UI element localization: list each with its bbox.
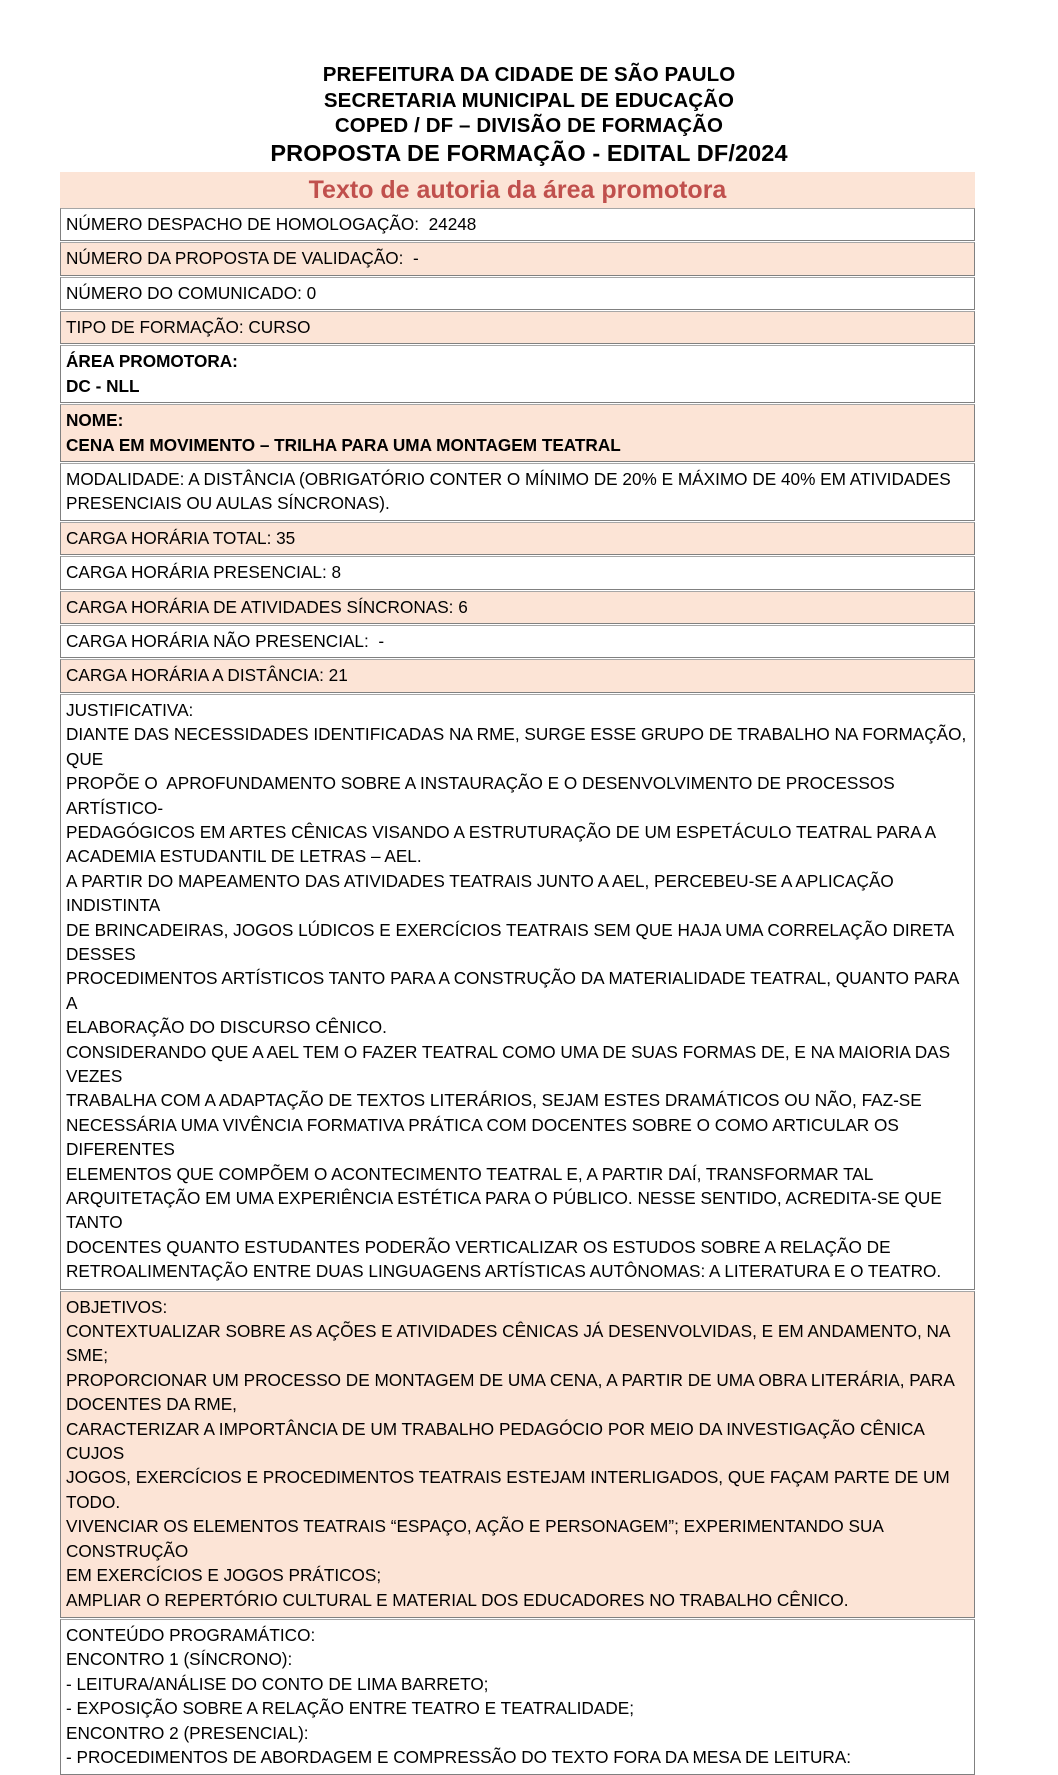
row-carga-horaria-total [60, 522, 975, 555]
justificativa-line: PROPÕE O APROFUNDAMENTO SOBRE A INSTAURAÇÃO E O DESENVOLVIMENTO DE PROCESSOS ARTÍSTICO- [66, 773, 899, 818]
nome-value: CENA EM MOVIMENTO – TRILHA PARA UMA MONTAGEM TEATRAL [66, 434, 621, 455]
justificativa-line: ARQUITETAÇÃO EM UMA EXPERIÊNCIA ESTÉTICA PARA O PÚBLICO. NESSE SENTIDO, ACREDITA-SE QUE TANTO [66, 1188, 947, 1233]
nome-label: NOME: [66, 410, 124, 431]
justificativa-body [66, 722, 972, 1283]
banner-texto-autoria [60, 172, 975, 208]
justificativa-line: NECESSÁRIA UMA VIVÊNCIA FORMATIVA PRÁTICA COM DOCENTES SOBRE O COMO ARTICULAR OS DIFERENTES [66, 1114, 904, 1160]
area-promotora-label: ÁREA PROMOTORA: [66, 351, 238, 372]
tipo-formacao-text: TIPO DE FORMAÇÃO: CURSO [66, 317, 311, 337]
row-area-promotora [60, 345, 975, 403]
objetivos-line: DOCENTES DA RME, [66, 1394, 237, 1415]
objetivos-line: CARACTERIZAR A IMPORTÂNCIA DE UM TRABALHO PEDAGÓCIO POR MEIO DA INVESTIGAÇÃO CÊNICA CUJOS [66, 1418, 929, 1464]
modalidade-line-2: PRESENCIAIS OU AULAS SÍNCRONAS). [66, 493, 390, 514]
carga-horaria-nao-presencial-text: CARGA HORÁRIA NÃO PRESENCIAL: - [66, 631, 385, 652]
proposta-form-table [60, 208, 975, 1775]
justificativa-line: PROCEDIMENTOS ARTÍSTICOS TANTO PARA A CONSTRUÇÃO DA MATERIALIDADE TEATRAL, QUANTO PARA A [66, 968, 963, 1013]
document-header [0, 0, 1058, 168]
conteudo-line: ENCONTRO 2 (PRESENCIAL): [66, 1722, 309, 1743]
justificativa-line: ELEMENTOS QUE COMPÕEM O ACONTECIMENTO TEATRAL E, A PARTIR DAÍ, TRANSFORMAR TAL [66, 1163, 874, 1184]
area-promotora-value: DC - NLL [66, 375, 140, 396]
numero-despacho-text: NÚMERO DESPACHO DE HOMOLOGAÇÃO: 24248 [66, 213, 477, 234]
carga-horaria-sincronas-text: CARGA HORÁRIA DE ATIVIDADES SÍNCRONAS: 6 [66, 596, 468, 617]
conteudo-line: - LEITURA/ANÁLISE DO CONTO DE LIMA BARRETO; [66, 1673, 489, 1694]
justificativa-line: ELABORAÇÃO DO DISCURSO CÊNICO. [66, 1017, 387, 1038]
row-tipo-formacao [60, 311, 975, 344]
header-line-coped: COPED / DF – DIVISÃO DE FORMAÇÃO [334, 114, 724, 138]
row-carga-horaria-nao-presencial [60, 625, 975, 658]
carga-horaria-presencial-text: CARGA HORÁRIA PRESENCIAL: 8 [66, 562, 342, 583]
objetivos-line: AMPLIAR O REPERTÓRIO CULTURAL E MATERIAL DOS EDUCADORES NO TRABALHO CÊNICO. [66, 1589, 849, 1610]
conteudo-programatico-label: CONTEÚDO PROGRAMÁTICO: [66, 1624, 316, 1645]
justificativa-line: DOCENTES QUANTO ESTUDANTES PODERÃO VERTICALIZAR OS ESTUDOS SOBRE A RELAÇÃO DE [66, 1236, 891, 1257]
header-line-prefeitura: PREFEITURA DA CIDADE DE SÃO PAULO [322, 63, 736, 86]
carga-horaria-total-text: CARGA HORÁRIA TOTAL: 35 [66, 527, 296, 548]
header-line-secretaria: SECRETARIA MUNICIPAL DE EDUCAÇÃO [323, 88, 735, 112]
row-justificativa [60, 694, 975, 1290]
justificativa-line: DE BRINCADEIRAS, JOGOS LÚDICOS E EXERCÍCIOS TEATRAIS SEM QUE HAJA UMA CORRELAÇÃO DIRETA DESSES [66, 919, 959, 964]
row-numero-proposta-validacao [60, 242, 975, 275]
row-conteudo-programatico [60, 1619, 975, 1775]
objetivos-line: PROPORCIONAR UM PROCESSO DE MONTAGEM DE UMA CENA, A PARTIR DE UMA OBRA LITERÁRIA, PARA [66, 1369, 955, 1390]
row-numero-comunicado [60, 277, 975, 310]
justificativa-line: DIANTE DAS NECESSIDADES IDENTIFICADAS NA RME, SURGE ESSE GRUPO DE TRABALHO NA FORMAÇÃO, QUE [66, 724, 972, 769]
conteudo-line: - PROCEDIMENTOS DE ABORDAGEM E COMPRESSÃO DO TEXTO FORA DA MESA DE LEITURA: [66, 1746, 852, 1767]
numero-proposta-validacao-text: NÚMERO DA PROPOSTA DE VALIDAÇÃO: - [66, 248, 419, 269]
objetivos-line: CONTEXTUALIZAR SOBRE AS AÇÕES E ATIVIDADES CÊNICAS JÁ DESENVOLVIDAS, E EM ANDAMENTO, NA SME; [66, 1321, 955, 1366]
justificativa-line: RETROALIMENTAÇÃO ENTRE DUAS LINGUAGENS ARTÍSTICAS AUTÔNOMAS: A LITERATURA E O TEATRO. [66, 1261, 942, 1282]
justificativa-line: ACADEMIA ESTUDANTIL DE LETRAS – AEL. [66, 846, 422, 867]
objetivos-line: EM EXERCÍCIOS E JOGOS PRÁTICOS; [66, 1565, 382, 1586]
justificativa-line: A PARTIR DO MAPEAMENTO DAS ATIVIDADES TEATRAIS JUNTO A AEL, PERCEBEU-SE A APLICAÇÃO INDISTINTA [66, 870, 899, 916]
numero-comunicado-text: NÚMERO DO COMUNICADO: 0 [66, 282, 317, 303]
conteudo-line: ENCONTRO 1 (SÍNCRONO): [66, 1649, 293, 1670]
justificativa-line: PEDAGÓGICOS EM ARTES CÊNICAS VISANDO A ESTRUTURAÇÃO DE UM ESPETÁCULO TEATRAL PARA A [66, 821, 937, 842]
justificativa-line: CONSIDERANDO QUE A AEL TEM O FAZER TEATRAL COMO UMA DE SUAS FORMAS DE, E NA MAIORIA DAS VEZES [66, 1041, 955, 1086]
objetivos-body [66, 1319, 969, 1612]
row-numero-despacho [60, 208, 975, 241]
carga-horaria-distancia-text: CARGA HORÁRIA A DISTÂNCIA: 21 [66, 665, 348, 686]
objetivos-line: JOGOS, EXERCÍCIOS E PROCEDIMENTOS TEATRAIS ESTEJAM INTERLIGADOS, QUE FAÇAM PARTE DE UM TODO. [66, 1467, 955, 1512]
header-line-proposta: PROPOSTA DE FORMAÇÃO - EDITAL DF/2024 [270, 139, 788, 166]
row-nome [60, 404, 975, 462]
banner-title: Texto de autoria da área promotora [308, 175, 727, 204]
conteudo-programatico-body [66, 1647, 969, 1769]
conteudo-line: - EXPOSIÇÃO SOBRE A RELAÇÃO ENTRE TEATRO E TEATRALIDADE; [66, 1698, 634, 1719]
row-carga-horaria-sincronas [60, 591, 975, 624]
objetivos-label: OBJETIVOS: [66, 1296, 168, 1317]
modalidade-line-1: MODALIDADE: A DISTÂNCIA (OBRIGATÓRIO CONTER O MÍNIMO DE 20% E MÁXIMO DE 40% EM ATIVIDADES [66, 469, 951, 490]
objetivos-line: VIVENCIAR OS ELEMENTOS TEATRAIS “ESPAÇO, AÇÃO E PERSONAGEM”; EXPERIMENTANDO SUA CONSTRUÇÃO [66, 1516, 888, 1561]
row-objetivos [60, 1291, 975, 1618]
justificativa-label: JUSTIFICATIVA: [66, 699, 194, 720]
row-carga-horaria-distancia [60, 659, 975, 692]
row-modalidade [60, 463, 975, 521]
justificativa-line: TRABALHA COM A ADAPTAÇÃO DE TEXTOS LITERÁRIOS, SEJAM ESTES DRAMÁTICOS OU NÃO, FAZ-SE [66, 1090, 922, 1111]
row-carga-horaria-presencial [60, 556, 975, 589]
